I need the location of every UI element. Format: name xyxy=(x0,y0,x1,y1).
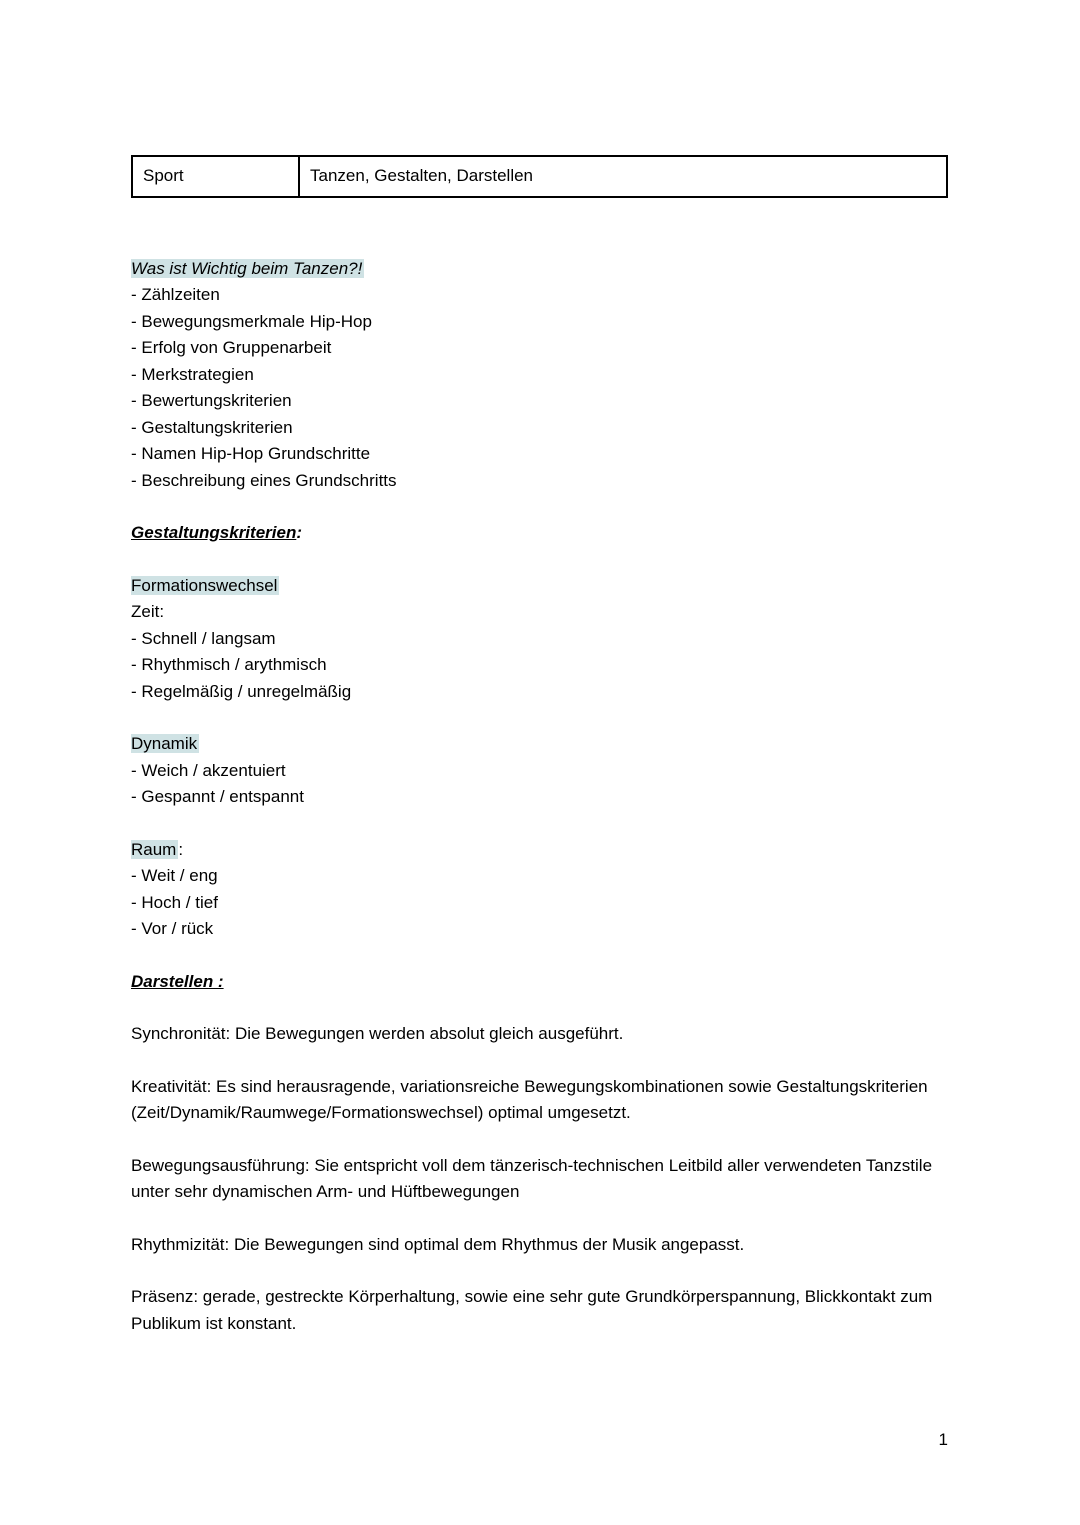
document-content xyxy=(131,155,948,1337)
formationswechsel-label-text: Formationswechsel xyxy=(131,575,278,595)
gestaltungskriterien-heading-text: Gestaltungskriterien xyxy=(131,523,297,542)
list-item: - Hoch / tief xyxy=(131,892,218,912)
raum-label-text: Raum xyxy=(131,839,177,859)
darstellen-heading-text: Darstellen : xyxy=(131,971,224,991)
wichtig-title-text: Was ist Wichtig beim Tanzen?! xyxy=(131,258,363,278)
dynamik-label xyxy=(131,731,948,758)
list-item: - Vor / rück xyxy=(131,919,214,938)
zeit-sublabel: Zeit: xyxy=(131,602,165,621)
list-item: - Gespannt / entspannt xyxy=(131,787,304,806)
header-topic-cell: Tanzen, Gestalten, Darstellen xyxy=(299,156,947,197)
gestaltungskriterien-heading xyxy=(131,520,948,547)
list-item: - Weich / akzentuiert xyxy=(131,760,286,780)
list-item: - Weit / eng xyxy=(131,866,218,885)
list-item: - Namen Hip-Hop Grundschritte xyxy=(131,444,371,463)
list-item: - Regelmäßig / unregelmäßig xyxy=(131,681,352,701)
formationswechsel-label xyxy=(131,573,948,600)
list-item: - Schnell / langsam xyxy=(131,628,276,648)
raum-label-colon: : xyxy=(178,839,184,859)
dynamik-label-text: Dynamik xyxy=(131,734,198,753)
list-item: - Merkstrategien xyxy=(131,364,254,384)
list-item: - Rhythmisch / arythmisch xyxy=(131,655,327,674)
header-subject-cell: Sport xyxy=(132,156,299,197)
paragraph-rhythmizitaet: Rhythmizität: Die Bewegungen sind optimal dem Rhythmus der Musik angepasst. xyxy=(131,1234,745,1254)
list-item: - Zählzeiten xyxy=(131,285,220,304)
page-number: 1 xyxy=(938,1430,948,1449)
header-table-row xyxy=(132,156,947,197)
list-item: - Bewegungsmerkmale Hip-Hop xyxy=(131,311,372,331)
list-item: - Gestaltungskriterien xyxy=(131,417,293,437)
list-item: - Beschreibung eines Grundschritts xyxy=(131,470,397,490)
wichtig-section-title xyxy=(131,256,948,283)
paragraph-praesenz: Präsenz: gerade, gestreckte Körperhaltung, sowie eine sehr gute Grundkörperspannung, Blickkontakt zum Publikum ist konstant. xyxy=(131,1287,933,1333)
gestaltungskriterien-heading-colon: : xyxy=(296,523,302,542)
paragraph-kreativitaet: Kreativität: Es sind herausragende, variationsreiche Bewegungskombinationen sowie Gestaltungskriterien (Zeit/Dynamik/Raumwege/Formationswechsel) optimal umgesetzt. xyxy=(131,1076,928,1122)
darstellen-heading xyxy=(131,969,948,996)
header-table xyxy=(131,155,948,198)
list-item: - Bewertungskriterien xyxy=(131,391,292,410)
paragraph-bewegungsausfuehrung: Bewegungsausführung: Sie entspricht voll dem tänzerisch-technischen Leitbild aller verwendeten Tanzstile unter sehr dynamischen Arm- und Hüftbewegungen xyxy=(131,1155,933,1201)
raum-label xyxy=(131,837,948,864)
paragraph-synchronitaet: Synchronität: Die Bewegungen werden absolut gleich ausgeführt. xyxy=(131,1024,624,1043)
list-item: - Erfolg von Gruppenarbeit xyxy=(131,338,332,357)
